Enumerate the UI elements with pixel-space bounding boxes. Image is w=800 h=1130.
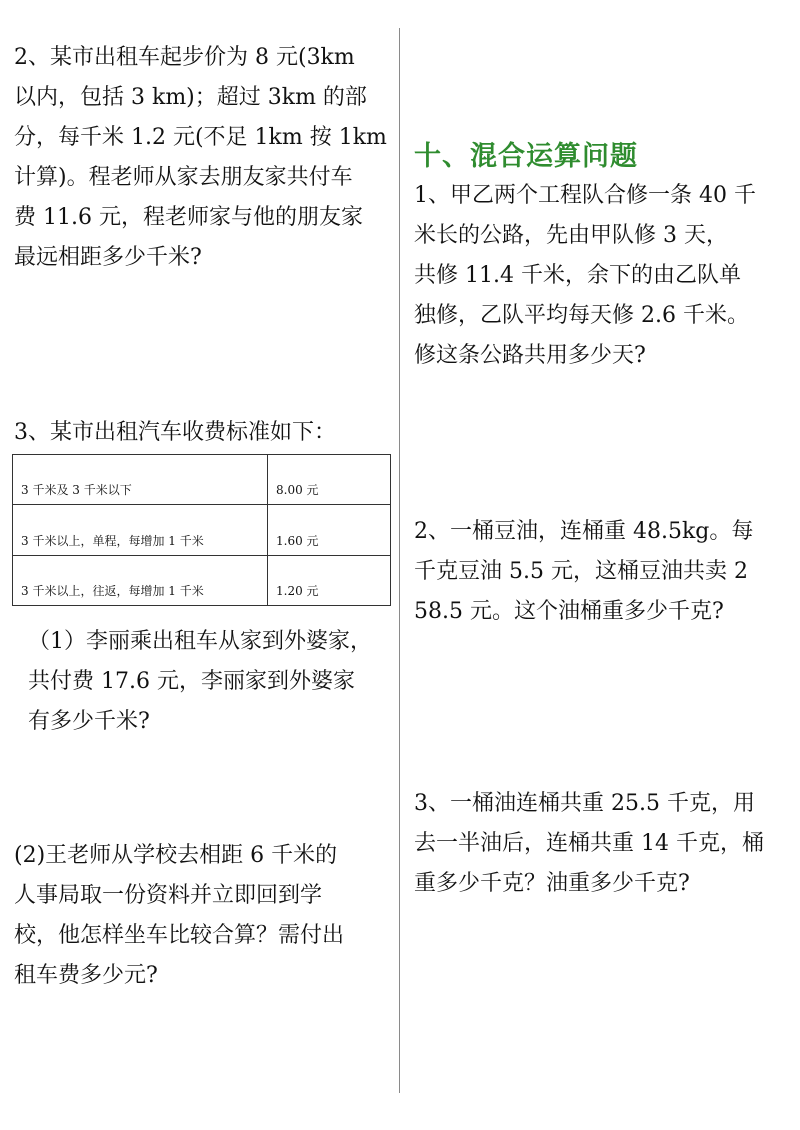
column-divider	[399, 28, 400, 1093]
table-row	[13, 455, 391, 505]
text-line: 共付费 17.6 元，李丽家到外婆家	[28, 669, 355, 694]
text-line: 重多少千克？油重多少千克?	[414, 871, 690, 896]
text-line: 千克豆油 5.5 元，这桶豆油共卖 2	[414, 559, 748, 584]
text-line: 分，每千米 1.2 元(不足 1km 按 1km	[14, 125, 387, 150]
text-line: (2)王老师从学校去相距 6 千米的	[14, 843, 338, 868]
left-subquestion-1	[28, 622, 372, 742]
text-line: 2、某市出租车起步价为 8 元(3km	[14, 45, 355, 70]
table-row	[13, 505, 391, 555]
text-line: 费 11.6 元，程老师家与他的朋友家	[14, 205, 363, 230]
table-cell: 1.60 元	[268, 505, 391, 555]
table-cell: 8.00 元	[268, 455, 391, 505]
text-line: 以内，包括 3 km)；超过 3km 的部	[14, 85, 367, 110]
text-line: 共修 11.4 千米，余下的由乙队单	[414, 263, 741, 288]
right-problem-2	[414, 512, 753, 632]
text-line: 最远相距多少千米?	[14, 245, 202, 270]
text-line: 去一半油后，连桶共重 14 千克，桶	[414, 831, 764, 856]
text-line: 修这条公路共用多少天?	[414, 343, 646, 368]
fare-table	[12, 454, 391, 606]
text-line: 3、一桶油连桶共重 25.5 千克，用	[414, 791, 755, 816]
text-line: 2、一桶豆油，连桶重 48.5kg。每	[414, 519, 754, 544]
text-line: 独修，乙队平均每天修 2.6 千米。	[414, 303, 749, 328]
table-row	[13, 555, 391, 605]
text-line: （1）李丽乘出租车从家到外婆家，	[28, 629, 372, 654]
text-line: 校，他怎样坐车比较合算？需付出	[14, 923, 345, 948]
text-line: 计算)。程老师从家去朋友家共付车	[14, 165, 353, 190]
text-line: 3、某市出租汽车收费标准如下：	[14, 420, 336, 445]
table-cell: 3 千米及 3 千米以下	[13, 455, 268, 505]
text-line: 租车费多少元?	[14, 963, 158, 988]
section-heading: 十、混合运算问题	[414, 141, 638, 172]
left-problem-3-title	[14, 413, 336, 453]
text-line: 米长的公路，先由甲队修 3 天，	[414, 223, 728, 248]
left-problem-2	[14, 38, 387, 278]
text-line: 58.5 元。这个油桶重多少千克?	[414, 599, 724, 624]
table-cell: 1.20 元	[268, 555, 391, 605]
right-problem-1	[414, 176, 756, 376]
table-cell: 3 千米以上，单程，每增加 1 千米	[13, 505, 268, 555]
text-line: 1、甲乙两个工程队合修一条 40 千	[414, 183, 756, 208]
table-cell: 3 千米以上，往返，每增加 1 千米	[13, 555, 268, 605]
text-line: 有多少千米?	[28, 709, 150, 734]
text-line: 人事局取一份资料并立即回到学	[14, 883, 323, 908]
left-subquestion-2	[14, 836, 344, 996]
right-problem-3	[414, 784, 764, 904]
